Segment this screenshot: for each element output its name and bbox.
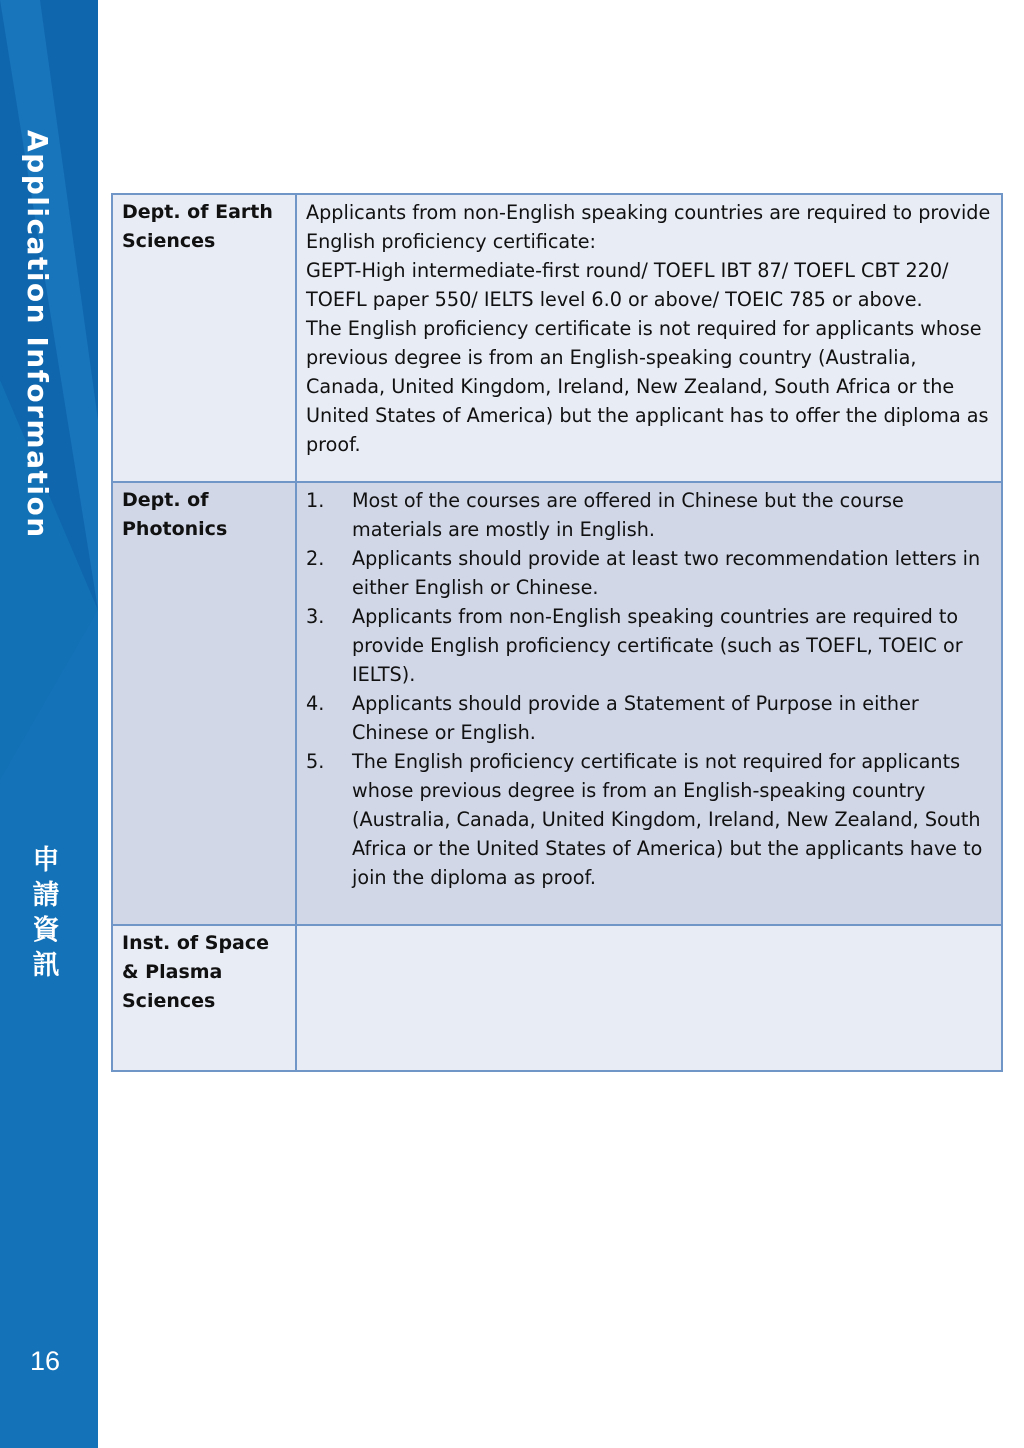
list-item (306, 747, 992, 892)
list-number: 1. (306, 489, 325, 512)
requirement-paragraph: Applicants from non-English speaking countries are required to provide English proficiency certificate: (306, 201, 991, 253)
requirements-cell (296, 925, 1002, 1071)
table-row (112, 925, 1002, 1071)
sidebar (0, 0, 98, 1448)
list-item-text: The English proficiency certificate is not required for applicants whose previous degree is from an English-speaking country (Australia, Canada, United Kingdom, Ireland, New Zealand, South Africa or the United States of America) but the applicants have to join the diploma as proof. (352, 750, 983, 889)
dept-name-cell: Dept. of Earth Sciences (112, 194, 296, 482)
table-row (112, 194, 1002, 482)
requirements-list (306, 486, 992, 892)
list-number: 3. (306, 605, 325, 628)
table-row (112, 482, 1002, 925)
section-title-chinese: 申請資訊 (32, 845, 60, 981)
list-item (306, 486, 992, 544)
list-number: 5. (306, 750, 325, 773)
list-number: 4. (306, 692, 325, 715)
list-item (306, 544, 992, 602)
list-item-text: Applicants from non-English speaking countries are required to provide English proficiency certificate (such as TOEFL, TOEIC or IELTS). (352, 605, 963, 686)
dept-name-cell: Inst. of Space & Plasma Sciences (112, 925, 296, 1071)
section-title-vertical: Application Information (21, 130, 54, 539)
list-item-text: Applicants should provide a Statement of Purpose in either Chinese or English. (352, 692, 919, 744)
requirement-paragraph: The English proficiency certificate is not required for applicants whose previous degree is from an English-speaking country (Australia, Canada, United Kingdom, Ireland, New Zealand, South Africa or the United States of America) but the applicant has to offer the diploma as proof. (306, 317, 989, 456)
dept-name-cell: Dept. of Photonics (112, 482, 296, 925)
page-number: 16 (30, 1346, 61, 1376)
list-number: 2. (306, 547, 325, 570)
list-item-text: Applicants should provide at least two recommendation letters in either English or Chinese. (352, 547, 981, 599)
list-item (306, 689, 992, 747)
list-item-text: Most of the courses are offered in Chinese but the course materials are mostly in English. (352, 489, 904, 541)
requirement-paragraph: GEPT-High intermediate-first round/ TOEFL IBT 87/ TOEFL CBT 220/ TOEFL paper 550/ IELTS level 6.0 or above/ TOEIC 785 or above. (306, 259, 949, 311)
requirements-cell (296, 482, 1002, 925)
list-item (306, 602, 992, 689)
requirements-cell (296, 194, 1002, 482)
requirements-table (111, 193, 1003, 1072)
